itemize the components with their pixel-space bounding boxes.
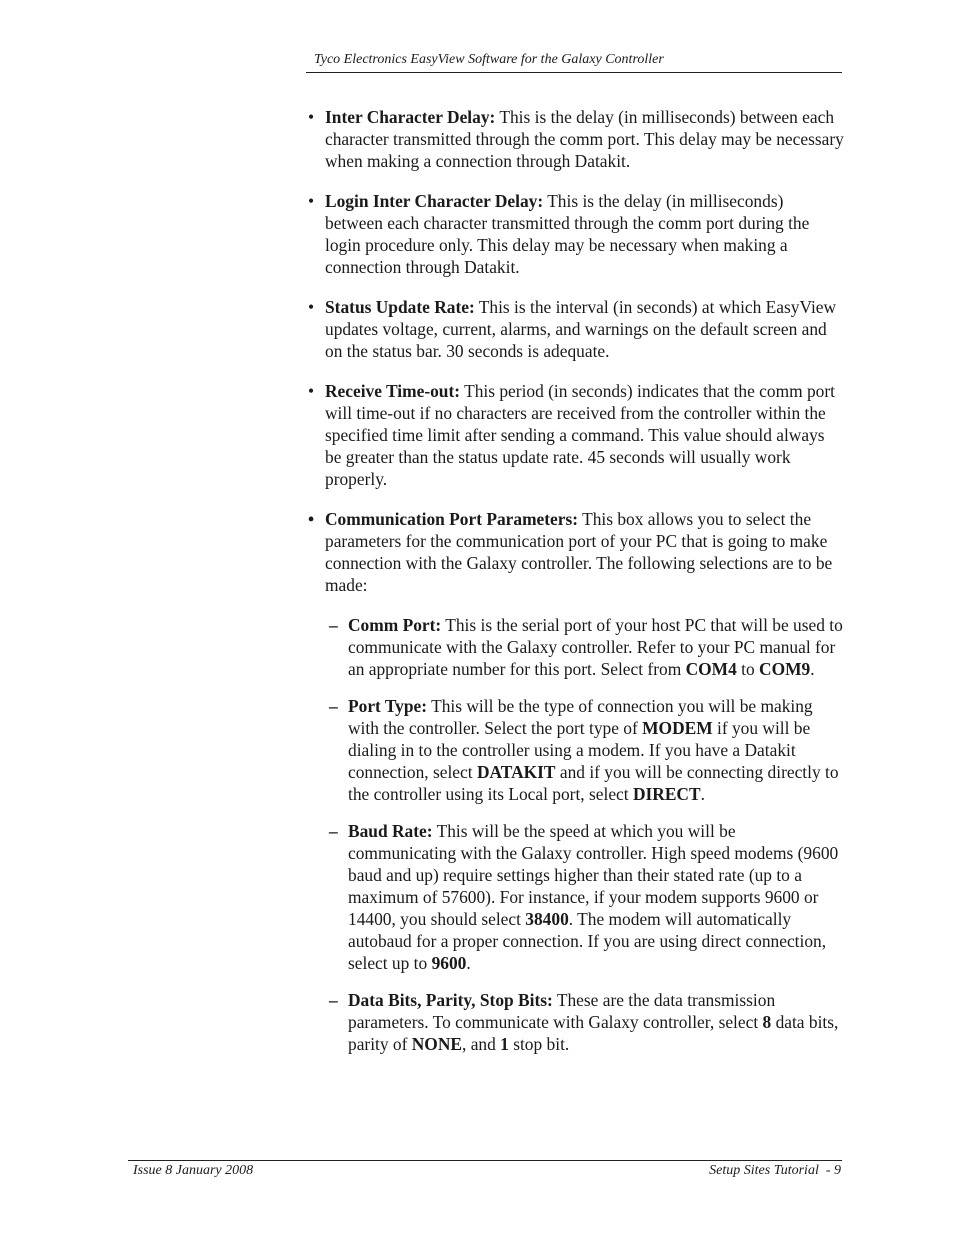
value-bold: 8 <box>762 1012 772 1032</box>
term: Login Inter Character Delay: <box>325 191 544 211</box>
subitem-data-bits-parity-stop-bits <box>325 989 844 1055</box>
bullet-receive-time-out <box>308 380 844 490</box>
description: This box allows you to select the parameters for the communication port of your PC that is going to make connection with the Galaxy controller. The following selections are to be made: <box>325 509 833 595</box>
bullet-marker: • <box>308 509 315 529</box>
footer-issue-date: Issue 8 January 2008 <box>133 1163 254 1178</box>
term: Receive Time-out: <box>325 381 461 401</box>
text: This is the serial port of your host PC that will be used to communicate with the Galaxy controller. Refer to your PC manual for an appropriate number for this port. Select from <box>348 615 843 679</box>
value-bold: NONE <box>411 1034 462 1054</box>
bullet-marker: • <box>308 107 315 127</box>
dash-marker: – <box>329 990 338 1010</box>
text: , and <box>462 1034 501 1054</box>
text: data bits, parity of <box>348 1012 839 1054</box>
value-bold: 1 <box>500 1034 509 1054</box>
term: Comm Port: <box>348 615 442 635</box>
text: This will be the type of connection you will be making with the controller. Select the port type of <box>348 696 813 738</box>
subitem-baud-rate <box>325 820 844 974</box>
text: stop bit. <box>508 1034 570 1054</box>
header-rule <box>306 72 842 73</box>
text: if you will be dialing in to the controller using a modem. If you have a Datakit connection, select <box>348 718 811 782</box>
description: This is the delay (in milliseconds) between each character transmitted through the comm port. This delay may be necessary when making a connection through Datakit. <box>325 107 844 171</box>
subitem-comm-port <box>325 614 844 680</box>
value-bold: DATAKIT <box>476 762 556 782</box>
footer-page-number: Setup Sites Tutorial - 9 <box>709 1163 841 1178</box>
sub-list <box>325 614 844 1055</box>
value-bold: COM4 <box>685 659 737 679</box>
term: Data Bits, Parity, Stop Bits: <box>348 990 553 1010</box>
text: These are the data transmission parameters. To communicate with Galaxy controller, select <box>348 990 776 1032</box>
text: . The modem will automatically autobaud for a proper connection. If you are using direct connection, select up to <box>348 909 827 973</box>
footer-rule <box>128 1160 842 1161</box>
text: This will be the speed at which you will be communicating with the Galaxy controller. High speed modems (9600 baud and up) require settings higher than their stated rate (up to a maximum of 57600). For instance, if your modem supports 9600 or 14400, you should select <box>348 821 839 929</box>
bullet-marker: • <box>308 381 315 401</box>
bullet-status-update-rate <box>308 296 844 362</box>
term: Inter Character Delay: <box>325 107 496 127</box>
page-body <box>308 106 844 1073</box>
dash-marker: – <box>329 821 338 841</box>
bullet-login-inter-character-delay <box>308 190 844 278</box>
value-bold: DIRECT <box>632 784 701 804</box>
text: . <box>466 953 471 973</box>
term: Port Type: <box>348 696 428 716</box>
dash-marker: – <box>329 615 338 635</box>
text: . <box>810 659 815 679</box>
bullet-communication-port-parameters <box>308 508 844 1055</box>
text: . <box>700 784 705 804</box>
text: to <box>736 659 760 679</box>
description: This is the interval (in seconds) at which EasyView updates voltage, current, alarms, and warnings on the default screen and on the status bar. 30 seconds is adequate. <box>325 297 837 361</box>
text: and if you will be connecting directly to the controller using its Local port, select <box>348 762 839 804</box>
term: Status Update Rate: <box>325 297 475 317</box>
term: Communication Port Parameters: <box>325 509 579 529</box>
value-bold: COM9 <box>759 659 811 679</box>
bullet-marker: • <box>308 191 315 211</box>
running-header: Tyco Electronics EasyView Software for the Galaxy Controller <box>314 52 664 67</box>
term: Baud Rate: <box>348 821 433 841</box>
bullet-inter-character-delay <box>308 106 844 172</box>
dash-marker: – <box>329 696 338 716</box>
bullet-marker: • <box>308 297 315 317</box>
description: This is the delay (in milliseconds) between each character transmitted through the comm port during the login procedure only. This delay may be necessary when making a connection through Datakit. <box>325 191 810 277</box>
value-bold: MODEM <box>642 718 713 738</box>
value-bold: 9600 <box>431 953 467 973</box>
value-bold: 38400 <box>525 909 569 929</box>
subitem-port-type <box>325 695 844 805</box>
description: This period (in seconds) indicates that the comm port will time-out if no characters are received from the controller within the specified time limit after sending a command. This value should always be greater than the status update rate. 45 seconds will usually work properly. <box>325 381 836 489</box>
